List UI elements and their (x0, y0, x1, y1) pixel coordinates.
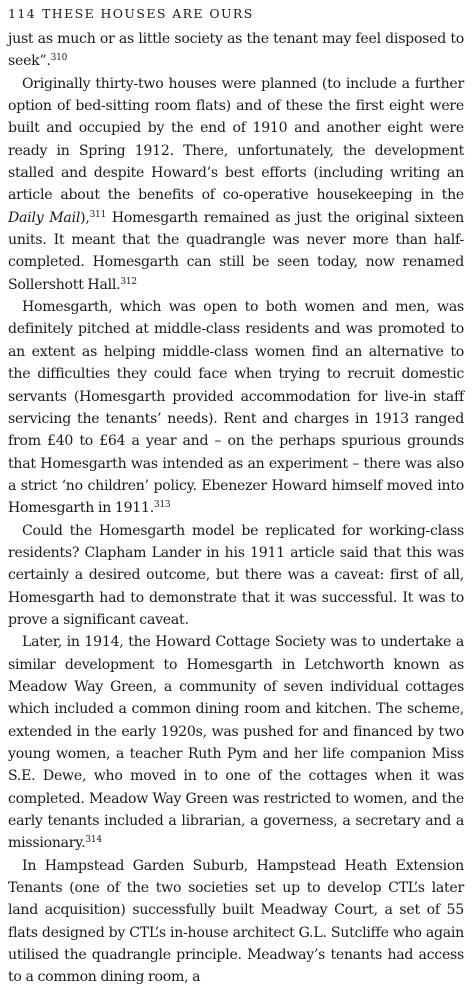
paragraph-continued: just as much or as little society as the tenant may feel disposed to seek”.$^{310}$ (8, 31, 464, 70)
footnote-ref: 313 (153, 500, 171, 511)
paragraph-working-class: Could the Homesgarth model be replicated for working-class residents? Clapham Lander in his 1911 article said that this was certainly a desired outcome, but there was a caveat: first of all, Homesgarth had to demonstrate that it was successful. It was to prove a significant caveat. (8, 522, 464, 628)
footnote-ref: 314 (85, 835, 102, 846)
publication-title: Daily Mail (8, 209, 81, 226)
footnote-ref: 312 (120, 276, 137, 287)
paragraph-homesgarth-plan: Originally thirty-two houses were planned (to include a further option of bed-sitting room flats) and of these the first eight were built and occupied by the end of 1910 and another eight were ready in Spring 1912. There, unfortunately, the development stalled and despite Howard’s best efforts (including writing an article about the benefits of co-operative housekeeping in the Daily Mail),$^{311}$ Homesgarth remained as just the original sixteen units. It meant that the quadrangle was never more than half-completed. Homesgarth can still be seen today, now renamed Sollershott Hall.$^{312}$ (8, 75, 464, 293)
footnote-ref: 310 (50, 53, 68, 64)
footnote-ref: 311 (89, 209, 107, 220)
running-title: THESE HOUSES ARE OURS (42, 6, 254, 21)
page-number: 114 (8, 6, 37, 21)
paragraph-meadow-way-green: Later, in 1914, the Howard Cottage Society was to undertake a similar development to Homesgarth in Letchworth known as Meadow Way Green, a community of seven individual cottages which included a common dining room and kitchen. The scheme, extended in the early 1920s, was pushed for and financed by two young women, a teacher Ruth Pym and her life companion Miss S.E. Dewe, who moved in to one of the cottages when it was completed. Meadow Way Green was restricted to women, and the early tenants included a librarian, a governess, a secretary and a missionary.$^{314}$ (8, 634, 464, 852)
paragraph-homesgarth-residents: Homesgarth, which was open to both women and men, was definitely pitched at middle-class residents and was promoted to an extent as helping middle-class women find an alternative to the difficulties they could face when trying to recruit domestic servants (Homesgarth provided accommodation for live-in staff servicing the tenants’ needs). Rent and charges in 1913 ranged from £40 to £64 a year and – on the perhaps spurious grounds that Homesgarth was intended as an experiment – there was also a strict ‘no children’ policy. Ebenezer Howard himself moved into Homesgarth in 1911.$^{313}$ (8, 299, 464, 517)
paragraph-meadway-court: In Hampstead Garden Suburb, Hampstead Heath Extension Tenants (one of the two societies set up to develop CTL’s later land acquisition) successfully built Meadway Court, a set of 55 flats designed by CTL’s in-house architect G.L. Sutcliffe who again utilised the quadrangle principle. Meadway’s tenants had access to a common dining room, a (8, 857, 464, 986)
running-header (8, 6, 464, 21)
body-text (8, 28, 464, 989)
